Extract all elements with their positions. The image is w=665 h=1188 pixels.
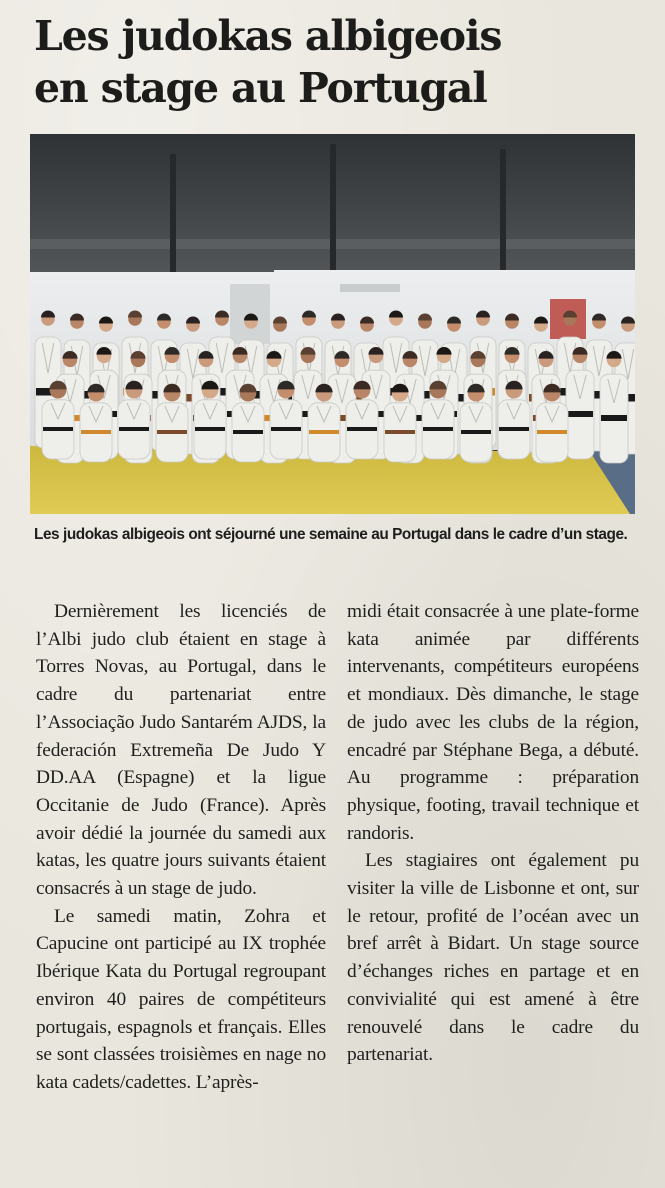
judo-group-illustration xyxy=(30,134,635,514)
photo-caption: Les judokas albigeois ont séjourné une semaine au Portugal dans le cadre d’un stage. xyxy=(34,526,628,543)
group-photo xyxy=(30,134,635,514)
headline-line-1: Les judokas albigeois xyxy=(34,12,502,60)
article-headline xyxy=(34,10,634,114)
paragraph-2-continued: midi était consacrée à une plate-forme kata animée par différents intervenants, compétiteurs européens et mondiaux. Dès dimanche, le stage de judo avec les clubs de la région, encadré par Stéphane Bega, a débuté. Au programme : préparation physique, footing, travail technique et randoris. xyxy=(347,601,639,844)
article-column-right xyxy=(347,598,639,1069)
paragraph-2: Le samedi matin, Zohra et Capucine ont participé au IX trophée Ibérique Kata du Portugal regroupant environ 40 paires de compétiteurs portugais, espagnols et français. Elles se sont classées troisièmes en nage no kata cadets/cadettes. L’après- xyxy=(36,905,326,1093)
article-column-left xyxy=(36,598,326,1097)
headline-line-2: en stage au Portugal xyxy=(34,64,487,112)
paragraph-1: Dernièrement les licenciés de l’Albi judo club étaient en stage à Torres Novas, au Portugal, dans le cadre du partenariat entre l’Associação Judo Santarém AJDS, la federación Extremeña De Judo Y DD.AA (Espagne) et la ligue Occitanie de Judo (France). Après avoir dédié la journée du samedi aux katas, les quatre jours suivants étaient consacrés à un stage de judo. xyxy=(36,601,326,900)
paragraph-3: Les stagiaires ont également pu visiter la ville de Lisbonne et ont, sur le retour, profité de l’océan avec un bref arrêt à Bidart. Un stage source d’échanges riches en partage et en convivialité qui est amené à être renouvelé dans le cadre du partenariat. xyxy=(347,850,639,1066)
